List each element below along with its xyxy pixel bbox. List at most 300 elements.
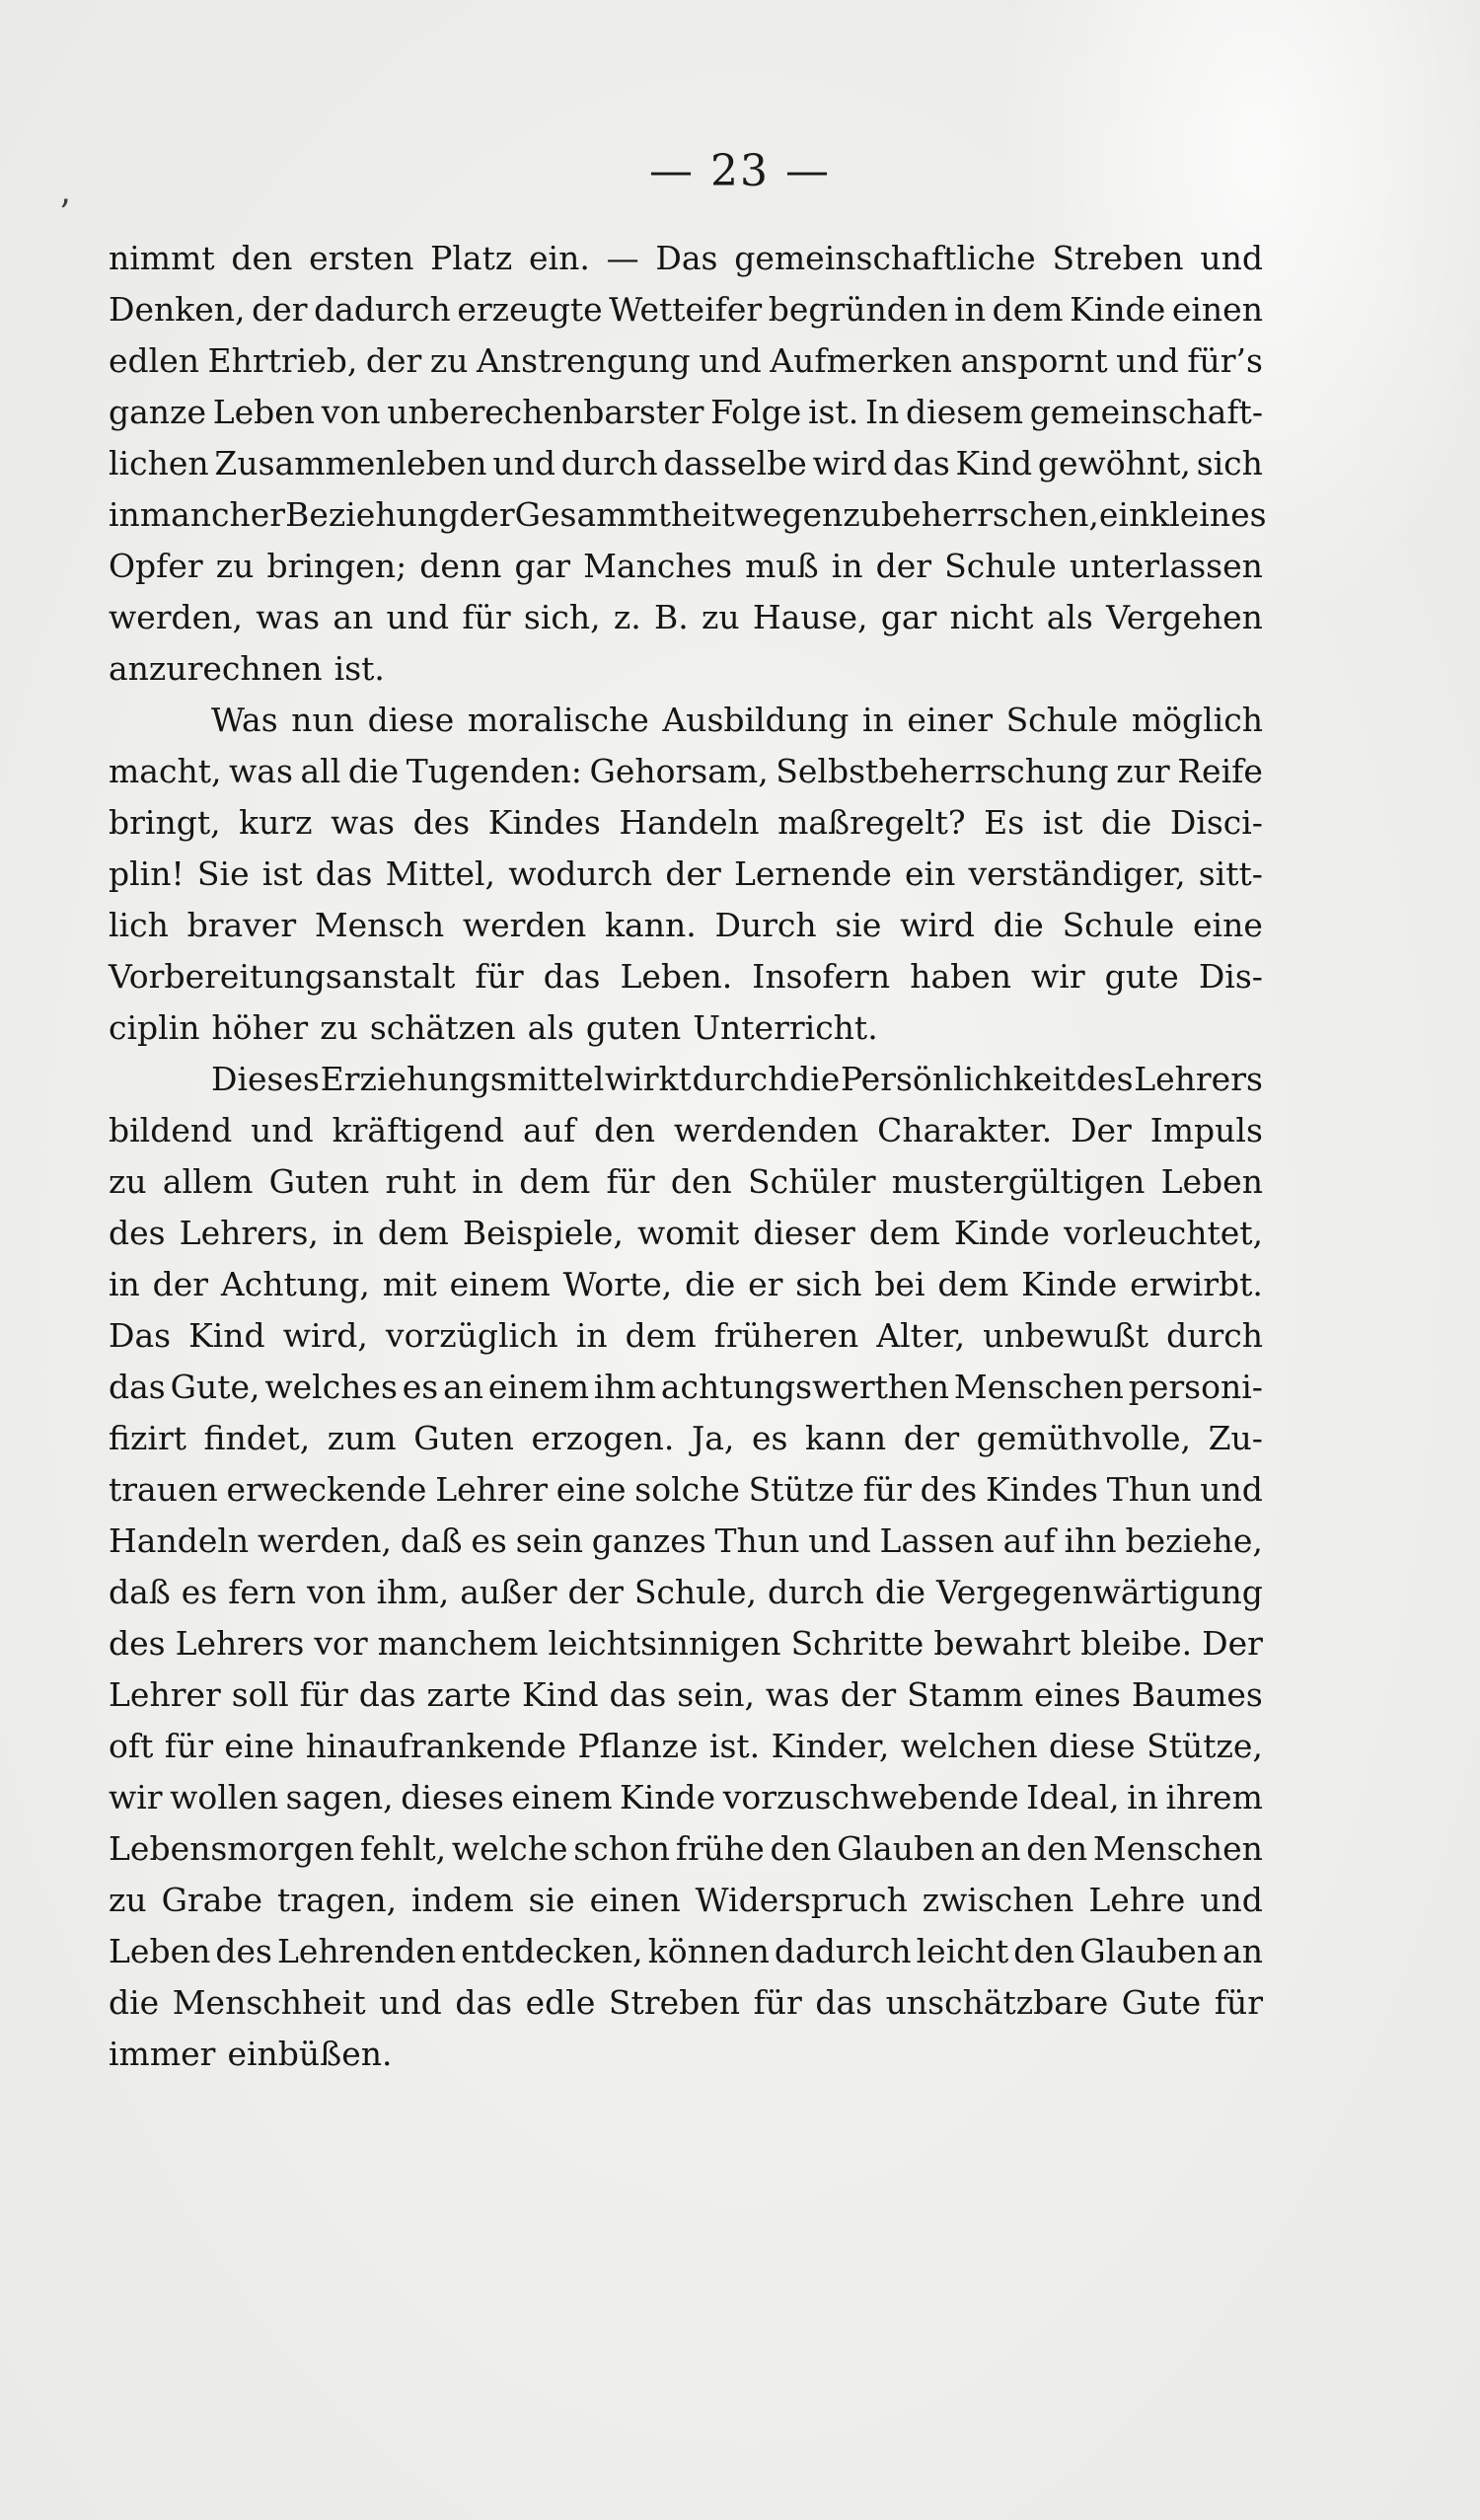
word: sie	[528, 1881, 575, 1919]
text-line	[109, 900, 1263, 951]
word: ruht	[385, 1162, 457, 1201]
word: plin!	[109, 854, 185, 893]
word: für	[862, 1470, 912, 1509]
word: Kind	[522, 1675, 599, 1714]
word: werden,	[109, 598, 243, 636]
word: es	[181, 1573, 218, 1611]
word: wodurch	[508, 854, 653, 893]
word: die	[685, 1265, 736, 1303]
word: Leben	[109, 1932, 211, 1970]
word: anzurechnen	[109, 649, 323, 688]
word: Kind	[188, 1316, 265, 1355]
word: für	[164, 1727, 213, 1765]
text-line	[109, 1310, 1263, 1362]
word: der	[903, 1419, 960, 1457]
word: Leben	[212, 393, 316, 431]
text-line	[109, 797, 1263, 849]
word: Hause,	[752, 598, 868, 636]
word: vorzüglich	[385, 1316, 558, 1355]
word: Schüler	[748, 1162, 876, 1201]
word: Worte,	[562, 1265, 673, 1303]
text-line	[109, 1362, 1263, 1413]
word: nicht	[949, 598, 1034, 636]
word: ganzes	[591, 1521, 706, 1560]
word: achtungswerthen	[660, 1368, 949, 1406]
word: die	[1101, 803, 1152, 842]
word: leicht	[916, 1932, 1009, 1970]
text-line	[109, 1926, 1263, 1977]
word: sagen,	[285, 1778, 394, 1816]
word: ersten	[309, 239, 414, 277]
word: z.	[613, 598, 641, 636]
word: wollen	[170, 1778, 279, 1816]
word: des	[109, 1624, 166, 1663]
word: das	[455, 1983, 513, 2022]
word: dieser	[753, 1214, 855, 1252]
word: kräftigend	[332, 1111, 505, 1149]
word: ein	[905, 854, 956, 893]
text-line	[109, 1618, 1263, 1669]
word: das	[358, 1675, 416, 1714]
word: Baumes	[1131, 1675, 1263, 1714]
word: allem	[162, 1162, 254, 1201]
word: Kinde	[1021, 1265, 1118, 1303]
word: des	[920, 1470, 978, 1509]
word: ist.	[808, 393, 859, 431]
word: Menschen	[1092, 1829, 1263, 1868]
word: ist	[261, 854, 303, 893]
word: —	[606, 239, 639, 277]
word: der	[459, 495, 515, 534]
word: diesem	[906, 393, 1023, 431]
word: ganze	[109, 393, 206, 431]
word: Persönlichkeit	[840, 1060, 1076, 1098]
text-line	[109, 1823, 1263, 1875]
word: das	[109, 1368, 166, 1406]
text-line	[109, 1977, 1263, 2029]
word: unterlassen	[1069, 547, 1263, 585]
word: einen	[589, 1881, 681, 1919]
word: Glauben	[1079, 1932, 1218, 1970]
word: können	[647, 1932, 770, 1970]
word: des	[215, 1932, 272, 1970]
word: nun	[291, 701, 355, 739]
word: Glauben	[837, 1829, 975, 1868]
word: was	[229, 752, 293, 790]
word: all	[300, 752, 341, 790]
word: Unterricht.	[693, 1008, 878, 1047]
word: ihrem	[1165, 1778, 1263, 1816]
word: Achtung,	[220, 1265, 370, 1303]
word: schon	[573, 1829, 671, 1868]
word: in	[109, 1265, 140, 1303]
word: durch	[692, 1060, 789, 1098]
word: Folge	[710, 393, 802, 431]
word: das	[815, 1983, 873, 2022]
word: zum	[327, 1419, 397, 1457]
word: werdenden	[673, 1111, 859, 1149]
word: muß	[745, 547, 819, 585]
word: Tugenden:	[406, 752, 582, 790]
word: erzogen.	[531, 1419, 675, 1457]
word: als	[1046, 598, 1093, 636]
word: Das	[655, 239, 718, 277]
word: sein,	[677, 1675, 755, 1714]
word: bei	[874, 1265, 925, 1303]
word: Reife	[1177, 752, 1263, 790]
word: Selbstbeherrschung	[776, 752, 1109, 790]
word: Kinde	[953, 1214, 1051, 1252]
word: sich,	[523, 598, 601, 636]
word: wegen	[734, 495, 844, 534]
word: beherrschen,	[880, 495, 1099, 534]
word: frühe	[675, 1829, 765, 1868]
word: Erziehungsmittel	[320, 1060, 605, 1098]
word: es	[471, 1521, 507, 1560]
word: wir	[109, 1778, 163, 1816]
word: von	[321, 393, 381, 431]
word: Vorbereitungsanstalt	[109, 957, 456, 996]
word: als	[527, 1008, 574, 1047]
word: anspornt	[960, 341, 1108, 380]
word: Kinder,	[771, 1727, 890, 1765]
word: sich	[795, 1265, 862, 1303]
word: werden,	[257, 1521, 392, 1560]
word: ciplin	[109, 1008, 200, 1047]
word: trauen	[109, 1470, 218, 1509]
word: Beispiele,	[462, 1214, 624, 1252]
page-number: — 23 —	[649, 146, 831, 196]
word: einer	[907, 701, 993, 739]
text-line	[109, 592, 1263, 643]
word: ein	[1098, 495, 1150, 534]
word: den	[231, 239, 293, 277]
word: an	[980, 1829, 1021, 1868]
word: gute	[1104, 957, 1179, 996]
word: edle	[525, 1983, 596, 2022]
word: Grabe	[161, 1881, 263, 1919]
word: hinaufrankende	[305, 1727, 567, 1765]
word: Impuls	[1149, 1111, 1263, 1149]
word: der	[152, 1265, 209, 1303]
word: Lehrers	[175, 1624, 305, 1663]
word: tragen,	[276, 1881, 398, 1919]
word: in	[861, 701, 894, 739]
word: ihm	[593, 1368, 657, 1406]
word: kurz	[239, 803, 313, 842]
word: Der	[1071, 1111, 1132, 1149]
word: das	[543, 957, 601, 996]
word: wird,	[282, 1316, 368, 1355]
word: zu	[320, 1008, 358, 1047]
word: vor	[314, 1624, 368, 1663]
word: Zusammenleben	[214, 444, 487, 482]
word: Kindes	[985, 1470, 1098, 1509]
word: Vergegenwärtigung	[935, 1573, 1263, 1611]
word: zwischen	[922, 1881, 1074, 1919]
word: der	[567, 1573, 624, 1611]
text-line	[109, 1669, 1263, 1721]
word: auf	[1002, 1521, 1056, 1560]
word: ist.	[708, 1727, 761, 1765]
word: in	[109, 495, 140, 534]
word: Handeln	[619, 803, 760, 842]
word: manchem	[377, 1624, 539, 1663]
text-line	[109, 1259, 1263, 1310]
word: Beziehung	[285, 495, 460, 534]
word: zur	[1116, 752, 1170, 790]
word: Sie	[196, 854, 250, 893]
word: an	[443, 1368, 484, 1406]
word: personi-	[1128, 1368, 1263, 1406]
word: dem	[868, 1214, 940, 1252]
body-text	[109, 233, 1267, 2080]
margin-mark: ’	[59, 193, 71, 234]
word: die	[347, 752, 400, 790]
word: kleines	[1149, 495, 1267, 534]
text-line	[109, 643, 1263, 695]
word: gar	[514, 547, 571, 585]
word: den	[770, 1829, 832, 1868]
word: bringen;	[266, 547, 407, 585]
text-line	[109, 1464, 1263, 1516]
word: Wetteifer	[609, 290, 763, 329]
word: braver	[186, 906, 297, 944]
word: fern	[228, 1573, 296, 1611]
word: erweckende	[226, 1470, 427, 1509]
word: durch	[1166, 1316, 1263, 1355]
word: Disci-	[1169, 803, 1263, 842]
word: Was	[211, 701, 278, 739]
word: früheren	[713, 1316, 859, 1355]
word: dem	[937, 1265, 1009, 1303]
word: möglich	[1131, 701, 1263, 739]
word: den	[1013, 1932, 1075, 1970]
word: Platz	[430, 239, 513, 277]
word: erwirbt.	[1130, 1265, 1263, 1303]
word: zu	[429, 341, 469, 380]
text-line	[109, 541, 1263, 592]
word: oft	[109, 1727, 154, 1765]
word: Gute	[1121, 1983, 1202, 2022]
text-line	[109, 1413, 1263, 1464]
word: und	[808, 1521, 871, 1560]
word: Streben	[1052, 239, 1184, 277]
text-line	[109, 335, 1263, 387]
word: dem	[992, 290, 1064, 329]
word: Schritte	[790, 1624, 925, 1663]
word: der	[840, 1675, 897, 1714]
text-line	[109, 233, 1263, 284]
word: Lehre	[1088, 1881, 1186, 1919]
word: der	[665, 854, 721, 893]
word: für’s	[1187, 341, 1263, 380]
word: solche	[634, 1470, 740, 1509]
word: und	[1200, 239, 1263, 277]
word: der	[875, 547, 932, 585]
word: in	[575, 1316, 608, 1355]
word: das	[609, 1675, 667, 1714]
word: fizirt	[109, 1419, 186, 1457]
word: daß	[109, 1573, 171, 1611]
word: dasselbe	[663, 444, 807, 482]
word: bleibe.	[1080, 1624, 1193, 1663]
word: Menschen	[953, 1368, 1124, 1406]
word: Zu-	[1208, 1419, 1263, 1457]
word: an	[1222, 1932, 1263, 1970]
word: Kinde	[620, 1778, 716, 1816]
word: Guten	[268, 1162, 370, 1201]
word: das	[893, 444, 950, 482]
word: lichen	[109, 444, 209, 482]
word: dadurch	[774, 1932, 912, 1970]
word: denn	[419, 547, 502, 585]
word: Schule	[1005, 701, 1119, 739]
word: für	[753, 1983, 802, 2022]
word: ist	[1042, 803, 1083, 842]
word: dieses	[401, 1778, 504, 1816]
word: dadurch	[314, 290, 451, 329]
word: unbewußt	[983, 1316, 1149, 1355]
text-line	[109, 387, 1263, 438]
word: zarte	[426, 1675, 512, 1714]
word: wirkt	[604, 1060, 692, 1098]
word: erzeugte	[457, 290, 603, 329]
word: einem	[487, 1368, 590, 1406]
word: den	[670, 1162, 732, 1201]
word: Charakter.	[877, 1111, 1053, 1149]
word: begründen	[768, 290, 948, 329]
word: wird	[900, 906, 975, 944]
word: kann	[804, 1419, 887, 1457]
word: Ja,	[691, 1419, 735, 1457]
word: Stamm	[907, 1675, 1024, 1714]
word: in	[472, 1162, 504, 1201]
word: in	[831, 547, 863, 585]
word: und	[1116, 341, 1179, 380]
text-line	[109, 746, 1263, 797]
word: des	[109, 1214, 166, 1252]
word: Lehrer	[109, 1675, 221, 1714]
word: durch	[560, 444, 658, 482]
word: Das	[109, 1316, 172, 1355]
word: Stütze	[748, 1470, 854, 1509]
word: Leben.	[620, 957, 733, 996]
word: daß	[400, 1521, 463, 1560]
word: gemeinschaftliche	[734, 239, 1036, 277]
word: Vergehen	[1106, 598, 1263, 636]
word: in	[332, 1214, 364, 1252]
word: des	[412, 803, 471, 842]
word: einbüßen.	[227, 2035, 393, 2073]
word: Kindes	[487, 803, 601, 842]
word: sein	[515, 1521, 583, 1560]
word: Schule	[1062, 906, 1175, 944]
word: mustergültigen	[891, 1162, 1146, 1201]
word: In	[864, 393, 900, 431]
word: verständiger,	[968, 854, 1186, 893]
word: was	[765, 1675, 830, 1714]
word: Dis-	[1198, 957, 1263, 996]
word: Es	[984, 803, 1025, 842]
word: Lernende	[733, 854, 892, 893]
word: und	[699, 341, 762, 380]
word: findet,	[203, 1419, 311, 1457]
word: und	[1200, 1881, 1263, 1919]
text-line	[109, 695, 1263, 746]
word: auf	[523, 1111, 576, 1149]
word: gewöhnt,	[1037, 444, 1191, 482]
word: Menschheit	[172, 1983, 366, 2022]
word: einem	[449, 1265, 551, 1303]
word: bildend	[109, 1111, 233, 1149]
word: Lehrenden	[277, 1932, 457, 1970]
text-line	[109, 1002, 1263, 1054]
word: mit	[382, 1265, 437, 1303]
word: zu	[702, 598, 740, 636]
text-line	[109, 1875, 1263, 1926]
word: welche	[451, 1829, 568, 1868]
word: beziehe,	[1125, 1521, 1263, 1560]
text-line	[109, 438, 1263, 489]
word: zu	[109, 1881, 147, 1919]
word: schätzen	[369, 1008, 516, 1047]
word: gemüthvolle,	[976, 1419, 1192, 1457]
word: es	[751, 1419, 788, 1457]
text-line	[109, 849, 1263, 900]
word: zu	[843, 495, 881, 534]
word: an	[333, 598, 374, 636]
word: ihm,	[376, 1573, 450, 1611]
word: Aufmerken	[770, 341, 952, 380]
word: und	[379, 1983, 442, 2022]
word: in	[1127, 1778, 1158, 1816]
word: Handeln	[109, 1521, 250, 1560]
word: eines	[1034, 1675, 1121, 1714]
word: die	[874, 1573, 926, 1611]
word: unschätzbare	[885, 1983, 1109, 2022]
word: mancher	[139, 495, 286, 534]
word: womit	[637, 1214, 740, 1252]
text-line	[109, 1208, 1263, 1259]
word: ist.	[333, 649, 385, 688]
word: macht,	[109, 752, 222, 790]
word: Lassen	[879, 1521, 995, 1560]
word: zu	[109, 1162, 147, 1201]
word: Denken,	[109, 290, 246, 329]
word: der	[252, 290, 308, 329]
word: Mensch	[314, 906, 445, 944]
text-line	[109, 1772, 1263, 1823]
word: edlen	[109, 341, 199, 380]
word: welchen	[900, 1727, 1038, 1765]
word: Lehrers	[1134, 1060, 1263, 1098]
word: Ehrtrieb,	[207, 341, 358, 380]
word: Thun	[714, 1521, 800, 1560]
word: und	[492, 444, 555, 482]
word: höher	[211, 1008, 309, 1047]
word: haben	[910, 957, 1012, 996]
word: Gehorsam,	[589, 752, 769, 790]
text-line	[109, 951, 1263, 1002]
word: B.	[654, 598, 689, 636]
word: Lebensmorgen	[109, 1829, 355, 1868]
word: bewahrt	[933, 1624, 1072, 1663]
word: gar	[880, 598, 937, 636]
text-line	[109, 1054, 1263, 1105]
word: eine	[224, 1727, 295, 1765]
word: maßregelt?	[777, 803, 966, 842]
